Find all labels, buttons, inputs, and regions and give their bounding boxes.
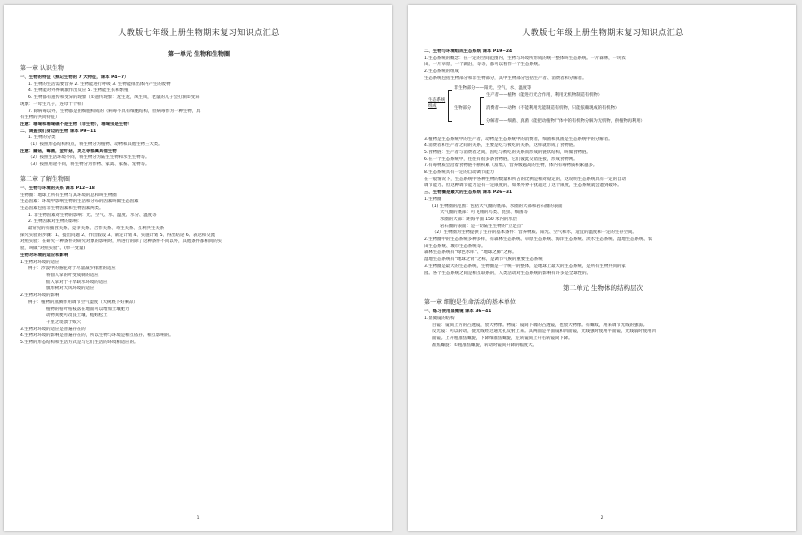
text-line: 2.生物对环境的影响 bbox=[20, 293, 60, 299]
diagram-abiotic: 非生物部分——阳光、空气、水、温度等 bbox=[454, 85, 532, 91]
text-line: 注意：珊瑚和珊瑚礁不是生物（非生物），珊瑚虫是生物！ bbox=[20, 121, 132, 127]
text-line: 3.生物对环境的适应是普遍存在的 bbox=[20, 326, 86, 332]
text-line: 2.生态系统的组成 bbox=[424, 69, 459, 75]
text-line: 在一般情况下，生态系统中各种生物的数量和所占的比例是相对稳定的，这说明生态系统具有一定的自动 bbox=[424, 176, 626, 182]
ecosystem-diagram bbox=[424, 84, 782, 136]
text-line: 4.消费者和生产者之间的关系，主要是吃与被吃的关系，这样就形成了食物链。 bbox=[424, 143, 578, 149]
text-line: 反光镜：可以转动，使光线经过通光孔反射上来。其两面是平面镜和凹面镜，光线强时使用平面镜，光线弱时使用凹 bbox=[432, 329, 656, 335]
text-line: 二、生物与环境组成生态系统 课本 P19~24 bbox=[424, 49, 513, 54]
diagram-producer: 生产者——植物（能进行光合作用，利用无机物制造有机物） bbox=[486, 92, 603, 98]
text-line: 对照实验：在研究一种条件对研究对象的影响时，所进行的除了这种条件不同以外，其他条件都相同的实 bbox=[20, 239, 222, 245]
text-line: 2.生物圈中的生态系统多种多样，有森林生态系统、草原生态系统、海洋生态系统、淡水生态系统、湿地生态系统、农 bbox=[424, 237, 653, 243]
text-line: 一、生物的特征（熟记生物的 7 大特征，课本 P4~7） bbox=[20, 75, 129, 80]
text-line: 1.生态系统的概念：在一定的空间范围内，生物与环境所形成的统一整体叫生态系统。一片森林，一块农 bbox=[424, 55, 626, 61]
diagram-decomposer: 分解者——细菌、真菌（能把动植物尸体中的有机物分解为无机物，供植物再利用） bbox=[486, 118, 645, 124]
text-line: 岩石圈的表面：是一切陆生生物的“立足点” bbox=[440, 223, 524, 229]
page-number: 2 bbox=[600, 516, 604, 521]
text-line: 旗形树对大风环境的适应 bbox=[46, 286, 95, 292]
text-line: 生态系统包括生物部分和非生物部分，其中生物部分包括生产者、消费者和分解者。 bbox=[424, 75, 587, 81]
text-line: 1. 非生物因素对生物的影响：光、空气、水、温度、水分、温度等 bbox=[28, 212, 157, 218]
text-line: 有生物的共同特征） bbox=[20, 115, 60, 121]
page-number: 1 bbox=[196, 516, 200, 521]
chapter-heading: 第二章 了解生物圈 bbox=[20, 175, 70, 183]
page-title: 人教版七年级上册生物期末复习知识点汇总 bbox=[118, 28, 280, 37]
text-block bbox=[20, 186, 378, 347]
text-line: 湿地生态系统有“地球之肾”之称，是调节气候的重要生态系统 bbox=[424, 257, 543, 263]
text-line: 准焦螺旋：①粗准焦螺旋，转动时镜筒升降的幅度大。 bbox=[432, 342, 537, 348]
diagram-consumer: 消费者——动物（不能利用光能制造有机物，只能依赖现成的有机物） bbox=[486, 105, 620, 111]
text-line: 现象：一母生九子，连母十个样） bbox=[20, 101, 86, 107]
text-line: 二、调查我们身边的生物 课本 P9~11 bbox=[20, 128, 97, 134]
text-line: 千里之堤溃于蚁穴 bbox=[46, 319, 82, 325]
brace bbox=[448, 90, 452, 122]
text-line: 1.生物圈 bbox=[424, 196, 442, 202]
text-line: 大气圈的底部：可飞翔的鸟类、昆虫、细菌等 bbox=[440, 210, 528, 216]
page-1 bbox=[4, 5, 392, 531]
text-line: 1. 生物的分类 bbox=[28, 135, 56, 141]
text-line: 一、练习使用显微镜 课本 36~41 bbox=[424, 309, 492, 315]
text-line: 例子：植物的蒸腾作用调节空气湿度（大树底下好乘凉） bbox=[28, 299, 138, 305]
page-2 bbox=[408, 5, 796, 531]
text-line: 1.生物对环境的适应 bbox=[20, 259, 60, 265]
text-line: 7.有毒物质会沿着食物链不断积累（富集），营养级越高的生物，体内有毒物质积累越多。 bbox=[424, 163, 598, 169]
text-line: 生物对环境的适应和影响 bbox=[20, 252, 69, 258]
text-block bbox=[20, 75, 378, 169]
chapter-heading: 第一章 认识生物 bbox=[20, 65, 64, 72]
text-line: 水圈的大部：距海平面 150 米内的水层 bbox=[440, 216, 518, 222]
text-line: 3.植物是生态系统中的生产者，动物是生态系统中的消费者，细菌和真菌是生态系统中的分解者。 bbox=[424, 136, 613, 142]
text-line: 注意：蘑菇，霉菌，金针菇，灵芝等都属其他生物 bbox=[20, 148, 117, 154]
text-line: 面镜。上升粗准焦螺旋，下降细准焦螺旋，左转镜筒上升右转镜筒下降。 bbox=[432, 336, 573, 342]
text-line: （3）按照用途不同，将生物分为作物、家禽、家畜、宠物等。 bbox=[28, 162, 150, 168]
text-block bbox=[424, 137, 782, 278]
text-line: 一、生物与环境的关系 课本 P12~18 bbox=[20, 185, 95, 191]
text-line: 田，一片草原，一个湖泊，等等，都可以看作一个生态系统。 bbox=[424, 62, 543, 68]
text-line: 5.生物的形态结构和生活方式是与它们生活的环境相适应的。 bbox=[20, 340, 139, 346]
text-line: 8.生态系统具有一定的自动调节能力 bbox=[424, 170, 495, 176]
text-line: 探究实验的步骤：1、提出问题 2、作出假设 3、制定计划 4、实施计划 5、得出结论 6、表达和交流 bbox=[20, 232, 215, 238]
text-line: 动物粪便可改良土壤，蚯蚓松土 bbox=[46, 313, 108, 319]
text-line: 1.显微镜的结构 bbox=[424, 315, 455, 321]
text-line: 4.生物对环境的影响是普遍存在的，所以生物与环境是相互依存、相互影响的。 bbox=[20, 333, 174, 339]
unit-title: 第二单元 生物体的结构层次 bbox=[562, 284, 644, 293]
text-line: 6. 生物都有遗传和变异的现象（①遗传现象：龙生龙，凤生凤，老鼠的儿子会打洞②变异 bbox=[28, 95, 200, 101]
text-line: 验，叫做“对照实验”。(单一变量) bbox=[20, 246, 86, 252]
text-block bbox=[424, 309, 782, 349]
text-line: 将仙人掌的叶变成刺的适应 bbox=[46, 272, 99, 278]
diagram-root: 生态系统组成 bbox=[428, 97, 446, 109]
text-line: 4. 生物能对外界刺激作出反应 5. 生物能生长和繁殖 bbox=[28, 88, 129, 94]
chapter-heading: 第一章 细胞是生命活动的基本单位 bbox=[424, 299, 516, 307]
text-line: 园。各个生态系统之间是相互联系的，人类活动对生态系统的影响有许多是全球性的。 bbox=[424, 270, 591, 276]
text-line: 生态因素包括非生物因素和生物因素两类。 bbox=[20, 205, 104, 211]
diagram-biotic: 生物部分 bbox=[454, 105, 472, 111]
text-line: 仙人掌对于干旱缺水环境的适应 bbox=[46, 279, 108, 285]
text-line: 目镜：镜筒上方的凸透镜，放大物像。物镜：镜筒下端的凸透镜，也放大物像。有螺纹，用来调节光线的强弱。 bbox=[432, 322, 648, 328]
text-line: 2. 生物因素对生物的影响： bbox=[28, 219, 82, 225]
text-line: （2）按照生活环境不同，将生物分为陆生生物和水生生物等。 bbox=[28, 155, 150, 161]
text-line: 3.生物圈是最大的生态系统，生物圈是一个统一的整体，是地球上最大的生态系统，是所有生物共同的家 bbox=[424, 263, 626, 269]
text-line: 植物的枯叶枯枝落在地面可以增加土壤肥力 bbox=[46, 306, 130, 312]
brace bbox=[480, 97, 484, 125]
text-line: 生物圈：地球上所有生物与其环境的总和叫生物圈 bbox=[20, 192, 117, 198]
text-line: 6.在一个生态系统中，往往有很多条食物链，它们彼此交错连接，形成食物网。 bbox=[424, 156, 578, 162]
text-line: 三、生物圈是最大的生态系统 课本 P26~31 bbox=[424, 190, 513, 196]
text-line: 1. 生物的生活需要营养 2. 生物能进行呼吸 3. 生物能排出体内产生的废物 bbox=[28, 81, 171, 87]
text-line: （2）生物圈为生物提供了生存的基本条件：营养物质、阳光、空气和水，适宜的温度和一定的生存空间。 bbox=[432, 230, 637, 236]
text-block bbox=[424, 49, 782, 83]
text-line: 最常见的有捕食关系、竞争关系、合作关系、寄生关系、互利共生关系 bbox=[28, 226, 165, 232]
text-line: 生态因素：环境中影响生物的生活和分布的因素叫做生态因素 bbox=[20, 199, 139, 205]
text-line: 5.食物链：生产者与消费者之间，因吃与被吃的关系而形成的链状结构，叫做食物链。 bbox=[424, 149, 591, 155]
text-line: 森林生态系统有“绿色水库”、“地球之肺”之称。 bbox=[424, 250, 517, 256]
text-line: （1）按照形态结构特点，将生物分为植物、动物和其他生物三大类。 bbox=[28, 142, 163, 148]
text-line: 7. 除病毒以外，生物都是由细胞构成的（病毒不具有细胞结构，但病毒作为一种生物，具 bbox=[28, 108, 201, 114]
text-line: (1) 生物圈的范围：包括大气圈的底部、水圈的大部和岩石圈的表面 bbox=[432, 203, 563, 209]
text-line: 例子：沙漠中的骆驼对于尽量减少排泄的适应 bbox=[28, 266, 116, 272]
page-title: 人教版七年级上册生物期末复习知识点汇总 bbox=[522, 28, 684, 37]
text-line: 田生态系统、城市生态系统等。 bbox=[424, 243, 486, 249]
text-line: 调节能力。但这种调节能力是有一定限度的，如果外界干扰超过了这个限度，生态系统就会遭到破坏。 bbox=[424, 183, 622, 189]
unit-title: 第一单元 生物和生物圈 bbox=[167, 51, 231, 58]
